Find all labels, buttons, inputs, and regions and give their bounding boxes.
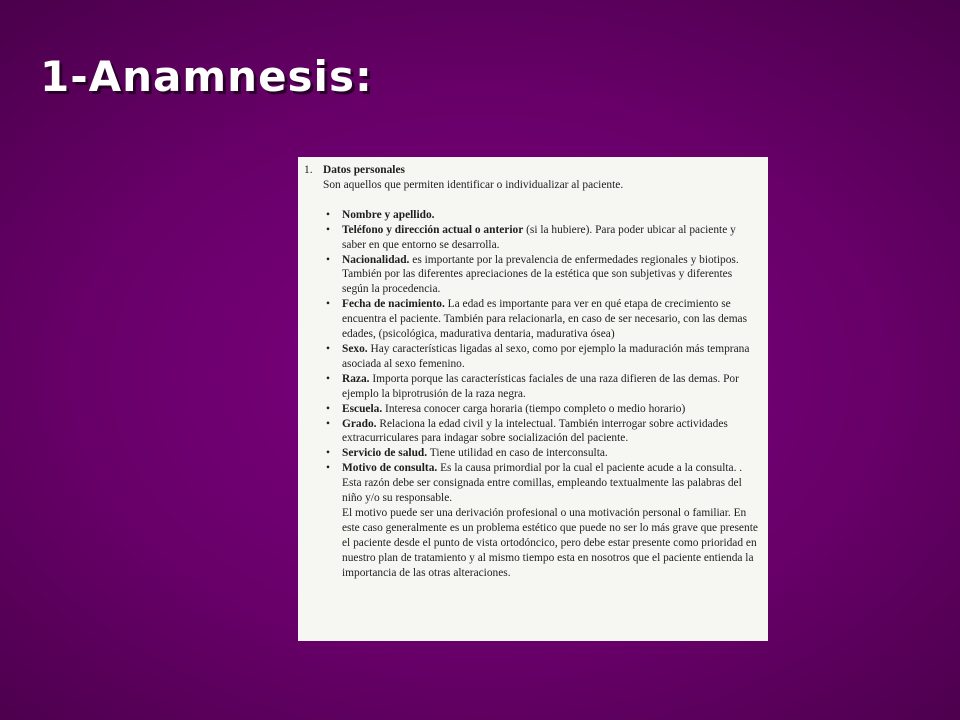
bullet-icon: • xyxy=(326,223,330,236)
item-text: (si la hubiere). Para poder ubicar al paciente y saber en que entorno se desarrolla. xyxy=(342,223,736,251)
list-item-servicio-salud xyxy=(304,446,758,461)
bullet-icon: • xyxy=(326,372,330,385)
bullet-icon: • xyxy=(326,402,330,415)
bullet-icon: • xyxy=(326,447,330,460)
list-item-nacionalidad xyxy=(304,253,758,298)
item-term: Escuela. xyxy=(342,402,383,415)
list-item-fecha-nacimiento xyxy=(304,297,758,342)
item-term: Motivo de consulta. xyxy=(342,462,438,475)
item-text: Es la causa primordial por la cual el paciente acude a la consulta. . Esta razón debe ser consignada entre comillas, empleando textualmente las palabras del niño y/o su responsable. xyxy=(342,462,743,505)
list-item-sexo xyxy=(304,342,758,372)
item-term: Servicio de salud. xyxy=(342,447,428,460)
bullet-icon: • xyxy=(326,417,330,430)
section-title: Datos personales xyxy=(323,164,405,176)
item-text: La edad es importante para ver en qué etapa de crecimiento se encuentra el paciente. También para relacionarla, en caso de ser necesario, con las demas edades, (psicológica, madurativa dentaria, madurativa ósea) xyxy=(342,298,748,341)
item-term: Nacionalidad. xyxy=(342,253,410,266)
slide-title: 1-Anamnesis: xyxy=(40,52,373,101)
bullet-icon: • xyxy=(326,253,330,266)
list-item-grado xyxy=(304,417,758,447)
item-text: Relaciona la edad civil y la intelectual. También interrogar sobre actividades extracurriculares para indagar sobre socialización del paciente. xyxy=(342,417,728,445)
document-scan xyxy=(298,157,768,641)
list-item-nombre xyxy=(304,208,758,223)
bullet-icon: • xyxy=(326,208,330,221)
section-spacer xyxy=(304,193,758,208)
section-description: Son aquellos que permiten identificar o individualizar al paciente. xyxy=(323,178,624,191)
bullet-icon: • xyxy=(326,342,330,355)
bullet-icon: • xyxy=(326,298,330,311)
item-text: Tiene utilidad en caso de interconsulta. xyxy=(427,447,608,460)
section-header xyxy=(304,163,758,178)
personal-data-list xyxy=(304,208,758,581)
item-term: Nombre y apellido. xyxy=(342,208,435,221)
section-number: 1. xyxy=(304,164,313,176)
list-item-raza xyxy=(304,372,758,402)
list-item-motivo-consulta xyxy=(304,461,758,580)
item-term: Fecha de nacimiento. xyxy=(342,298,445,311)
item-text: Interesa conocer carga horaria (tiempo completo o medio horario) xyxy=(382,402,686,415)
item-term: Raza. xyxy=(342,372,370,385)
item-text: Importa porque las características faciales de una raza difieren de las demas. Por ejemplo la biprotrusión de la raza negra. xyxy=(342,372,739,400)
bullet-icon: • xyxy=(326,462,330,475)
item-text: es importante por la prevalencia de enfermedades regionales y biotipos. También por las diferentes apreciaciones de la estética que son subjetivas y diferentes según la procedencia. xyxy=(342,253,739,296)
item-term: Teléfono y dirección actual o anterior xyxy=(342,223,524,236)
item-extra-paragraph: El motivo puede ser una derivación profesional o una motivación personal o familiar. En este caso generalmente es un problema estético que puede no ser lo más grave que presente el paciente desde el punto de vista ortodóncico, pero debe estar presente como prioridad en nuestro plan de tratamiento y al mismo tiempo esta en nosotros que el paciente entienda la importancia de las otras alteraciones. xyxy=(342,506,758,579)
item-text: Hay características ligadas al sexo, como por ejemplo la maduración más temprana asociada al sexo femenino. xyxy=(342,342,750,370)
list-item-escuela xyxy=(304,402,758,417)
item-term: Sexo. xyxy=(342,342,368,355)
item-term: Grado. xyxy=(342,417,377,430)
list-item-telefono xyxy=(304,223,758,253)
